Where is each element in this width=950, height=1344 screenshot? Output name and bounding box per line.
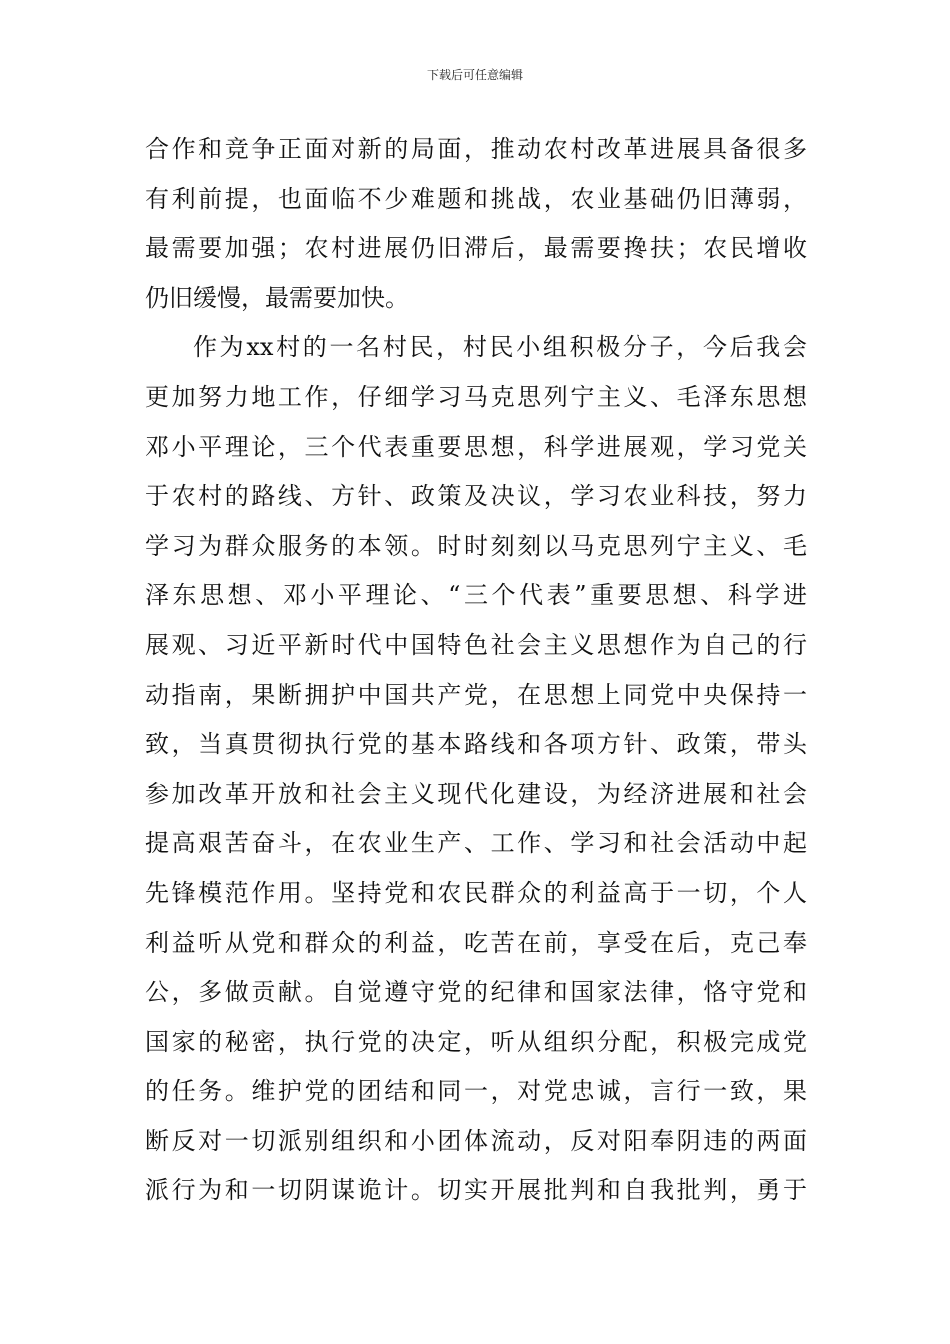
page-header: 下载后可任意编辑 xyxy=(426,68,523,82)
text-line: 合作和竞争正面对新的局面，推动农村改革进展具备很多 xyxy=(145,135,807,163)
text-line: 作为xx村的一名村民，村民小组积极分子，今后我会 xyxy=(193,333,807,362)
text-line: 利益听从党和群众的利益，吃苦在前，享受在后，克己奉 xyxy=(145,928,807,957)
text-line: 泽东思想、邓小平理论、“三个代表”重要思想、科学进 xyxy=(145,581,807,610)
text-line: 提高艰苦奋斗，在农业生产、工作、学习和社会活动中起 xyxy=(145,829,807,858)
text-line: 学习为群众服务的本领。时时刻刻以马克思列宁主义、毛 xyxy=(145,531,807,560)
paragraph-2 xyxy=(145,323,807,1216)
paragraph-1 xyxy=(145,125,807,323)
text-line: 仍旧缓慢，最需要加快。 xyxy=(145,283,409,312)
text-line: 动指南，果断拥护中国共产党，在思想上同党中央保持一 xyxy=(145,680,807,709)
text-line: 于农村的路线、方针、政策及决议，学习农业科技，努力 xyxy=(145,482,807,511)
text-line: 致，当真贯彻执行党的基本路线和各项方针、政策，带头 xyxy=(145,730,807,759)
text-line: 派行为和一切阴谋诡计。切实开展批判和自我批判，勇于 xyxy=(145,1176,807,1205)
text-line: 公，多做贡献。自觉遵守党的纪律和国家法律，恪守党和 xyxy=(145,978,807,1007)
text-line: 有利前提，也面临不少难题和挑战，农业基础仍旧薄弱， xyxy=(145,184,807,213)
text-line: 更加努力地工作，仔细学习马克思列宁主义、毛泽东思想 xyxy=(145,382,807,411)
text-line: 参加改革开放和社会主义现代化建设，为经济进展和社会 xyxy=(145,779,807,808)
text-line: 的任务。维护党的团结和同一，对党忠诚，言行一致，果 xyxy=(145,1077,807,1106)
text-line: 断反对一切派别组织和小团体流动，反对阳奉阴违的两面 xyxy=(145,1126,807,1155)
document-body xyxy=(145,125,807,1216)
text-line: 展观、习近平新时代中国特色社会主义思想作为自己的行 xyxy=(145,630,807,659)
text-line: 国家的秘密，执行党的决定，听从组织分配，积极完成党 xyxy=(145,1027,807,1056)
text-line: 邓小平理论，三个代表重要思想，科学进展观，学习党关 xyxy=(145,432,807,461)
text-line: 最需要加强；农村进展仍旧滞后，最需要搀扶；农民增收 xyxy=(145,234,807,263)
text-line: 先锋模范作用。坚持党和农民群众的利益高于一切，个人 xyxy=(145,878,807,907)
